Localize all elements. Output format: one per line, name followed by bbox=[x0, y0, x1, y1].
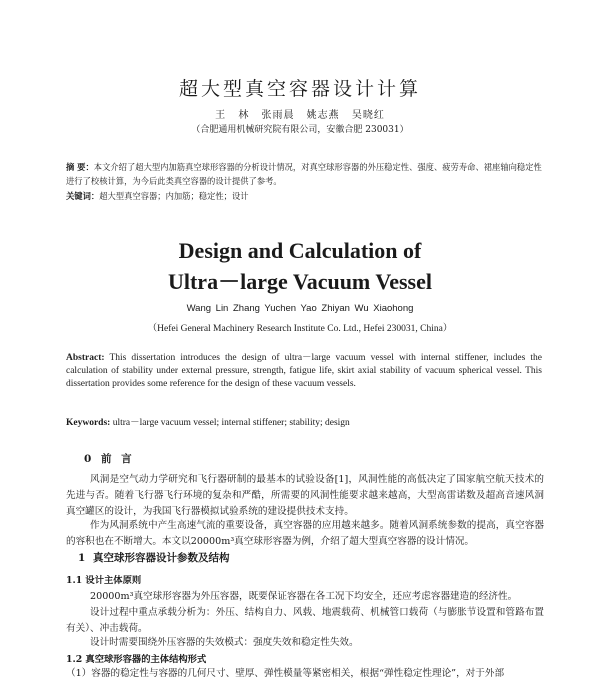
section-0-heading: 0 前 言 bbox=[84, 453, 132, 465]
paragraph-3: 20000m³真空球形容器为外压容器，既要保证容器在各工况下均安全，还应考虑容器建造的经济性。 bbox=[90, 591, 518, 602]
section-1-heading: 1 真空球形容器设计参数及结构 bbox=[78, 552, 230, 564]
en-title-line2: Ultra－large Vacuum Vessel bbox=[167, 269, 432, 294]
en-title-line1: Design and Calculation of bbox=[178, 238, 422, 263]
paragraph-5: 设计时需要围绕外压容器的失效模式：强度失效和稳定性失效。 bbox=[90, 637, 359, 648]
en-keywords-text: ultra－large vacuum vessel; internal stiffener; stability; design bbox=[110, 418, 350, 428]
subsection-1-1-heading: 1.1 设计主体原则 bbox=[66, 575, 142, 586]
cn-title: 超大型真空容器设计计算 bbox=[178, 78, 421, 100]
en-abstract-text: This dissertation introduces the design of ultra－large vacuum vessel with internal stiffener, includes the calculation of stability under external pressure, strength, fatigue life, skirt axial stability of vacuum spherical vessel. This dissertation provides some reference for the design of these vacuum vessels. bbox=[66, 353, 542, 389]
en-affiliation: （Hefei General Machinery Research Institute Co. Ltd., Hefei 230031, China） bbox=[147, 324, 453, 334]
en-authors: Wang Lin Zhang Yuchen Yao Zhiyan Wu Xiaohong bbox=[186, 303, 414, 314]
cn-affiliation: （合肥通用机械研究院有限公司，安徽合肥 230031） bbox=[191, 125, 409, 135]
cn-abstract bbox=[66, 160, 542, 188]
paragraph-6: （1）容器的稳定性与容器的几何尺寸、壁厚、弹性模量等紧密相关，根据“弹性稳定性理论”，对于外部 bbox=[66, 668, 505, 679]
en-keywords-label: Keywords: bbox=[66, 418, 111, 428]
en-abstract-label: Abstract: bbox=[66, 353, 105, 363]
cn-keywords-label: 关键词： bbox=[66, 191, 100, 201]
cn-abstract-label: 摘 要： bbox=[66, 162, 94, 172]
cn-authors: 王 林 张雨晨 姚志燕 吴晓红 bbox=[215, 110, 385, 121]
paragraph-4: 设计过程中重点承载分析为：外压、结构自力、风载、地震载荷、机械管口载荷（与膨胀节设置和管路布置有关）、冲击载荷。 bbox=[66, 607, 544, 634]
subsection-1-2-heading: 1.2 真空球形容器的主体结构形式 bbox=[66, 654, 207, 665]
en-abstract bbox=[66, 352, 542, 391]
paragraph-2: 作为风洞系统中产生高速气流的重要设备，真空容器的应用越来越多。随着风洞系统参数的提高，真空容器的容积也在不断增大。本文以20000m³真空球形容器为例，介绍了超大型真空容器的设计情况。 bbox=[66, 520, 544, 547]
cn-keywords bbox=[66, 190, 542, 202]
paragraph-1: 风洞是空气动力学研究和飞行器研制的最基本的试验设备[1]，风洞性能的高低决定了国家航空航天技术的先进与否。随着飞行器飞行环境的复杂和严酷，所需要的风洞性能要求越来越高，大型高雷诺数及超高音速风洞真空罐区的设计，为我国飞行器模拟试验系统的建设提供技术支持。 bbox=[66, 474, 544, 517]
cn-keywords-text: 超大型真空容器；内加筋；稳定性；设计 bbox=[99, 191, 249, 201]
cn-abstract-text: 本文介绍了超大型内加筋真空球形容器的分析设计情况，对真空球形容器的外压稳定性、强度、疲劳寿命、裙座轴向稳定性进行了校核计算，为今后此类真空容器的设计提供了参考。 bbox=[66, 162, 542, 186]
en-keywords bbox=[66, 414, 542, 428]
